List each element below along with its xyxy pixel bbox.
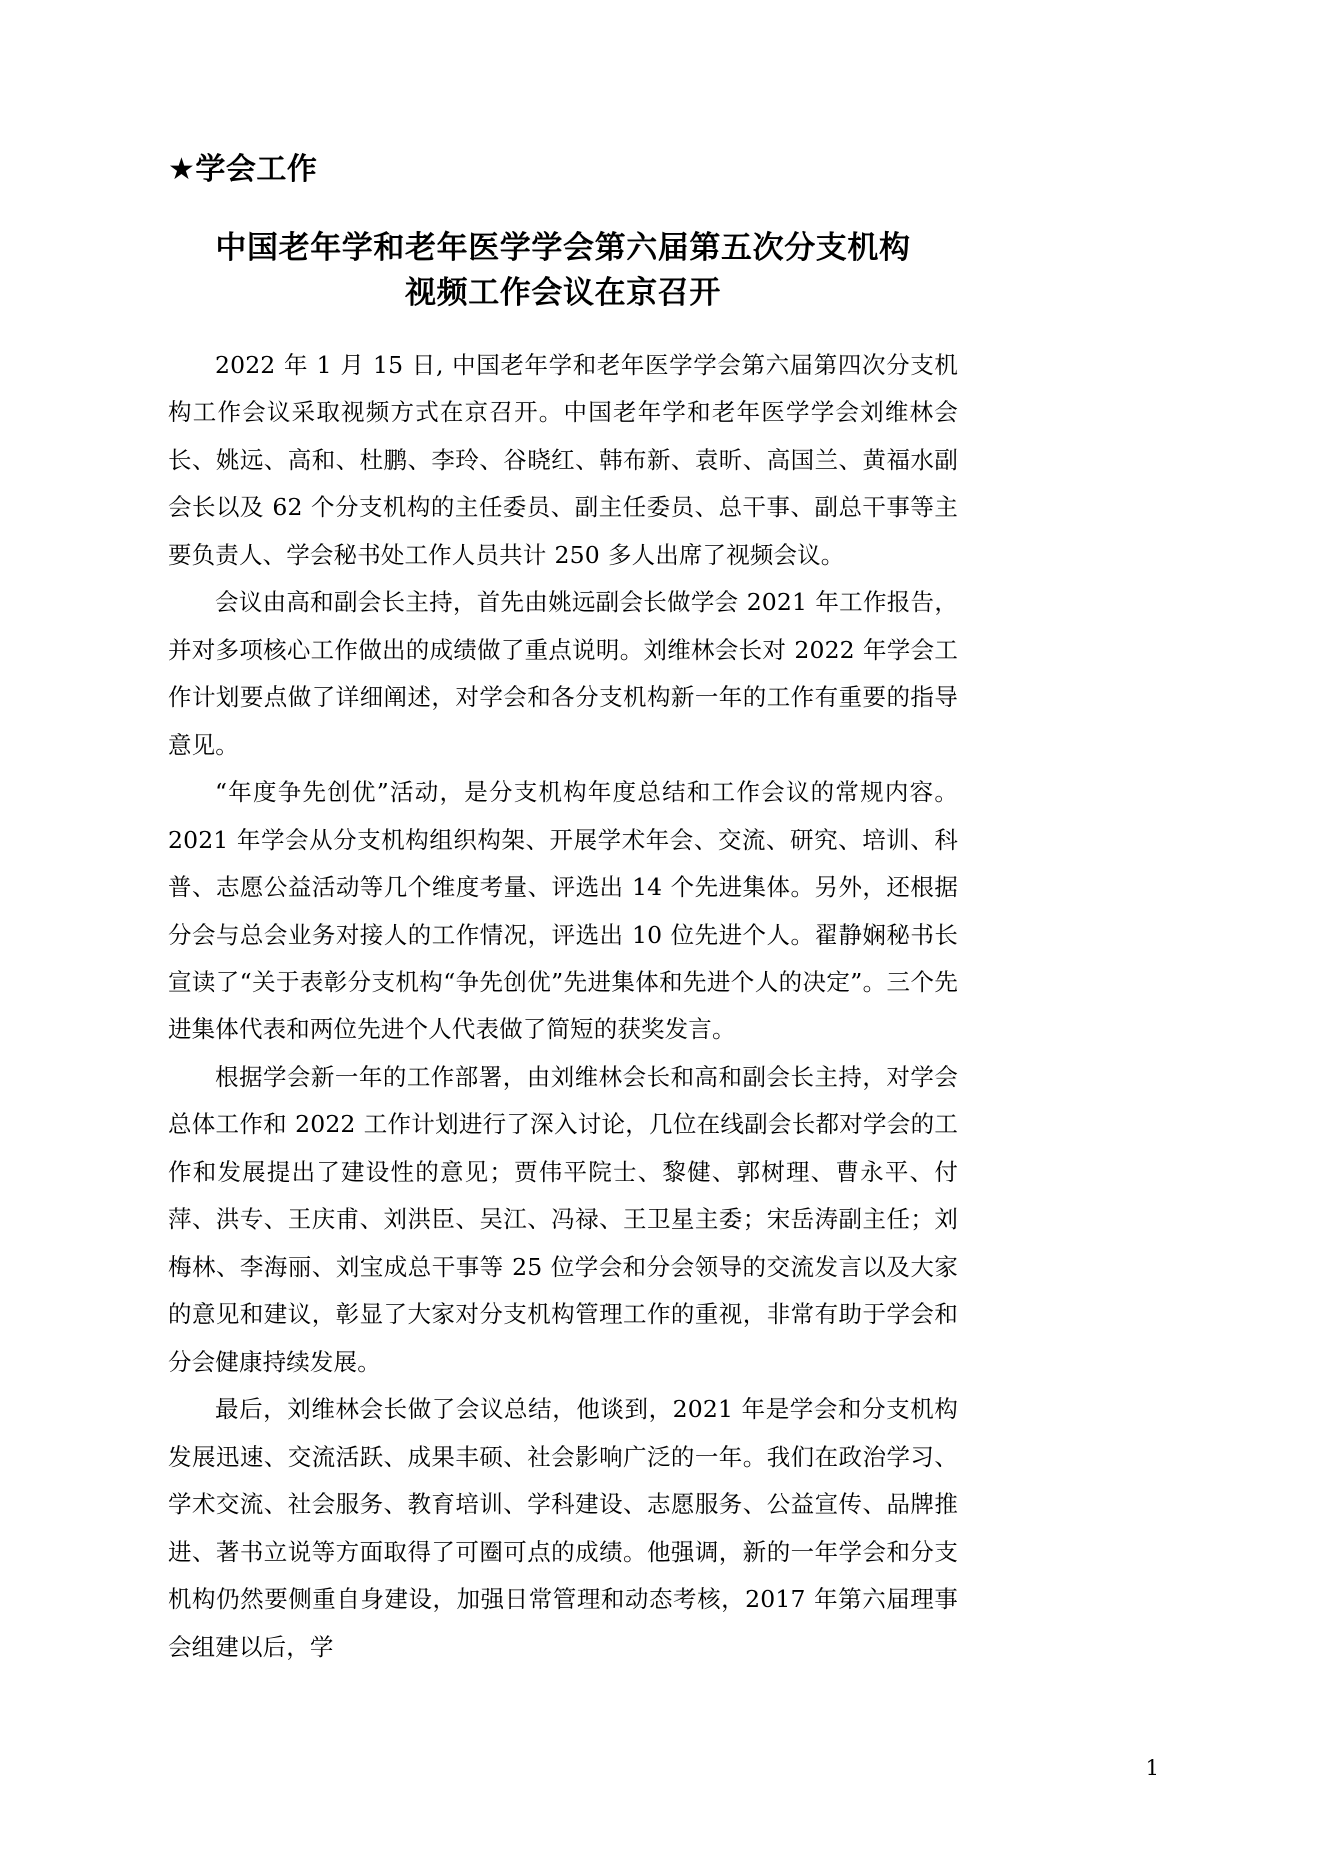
page-title-line-2: 视频工作会议在京召开 xyxy=(405,274,721,311)
body-text xyxy=(168,316,958,1671)
paragraph: “年度争先创优”活动，是分支机构年度总结和工作会议的常规内容。2021 年学会从分支机构组织构架、开展学术年会、交流、研究、培训、科普、志愿公益活动等几个维度考量、评选出 14 个先进集体。另外，还根据分会与总会业务对接人的工作情况，评选出 10 位先进个人。翟静娴秘书长宣读了“关于表彰分支机构“争先创优”先进集体和先进个人的决定”。三个先进集体代表和两位先进个人代表做了简短的获奖发言。 xyxy=(168,778,958,1044)
page-title xyxy=(168,188,958,316)
page-title-line-1: 中国老年学和老年医学学会第六届第五次分支机构 xyxy=(215,230,911,266)
paragraph: 根据学会新一年的工作部署，由刘维林会长和高和副会长主持，对学会总体工作和 2022 工作计划进行了深入讨论，几位在线副会长都对学会的工作和发展提出了建设性的意见；贾伟平院士、黎健、郭树理、曹永平、付萍、洪专、王庆甫、刘洪臣、吴江、冯禄、王卫星主委；宋岳涛副主任；刘梅林、李海丽、刘宝成总干事等 25 位学会和分会领导的交流发言以及大家的意见和建议，彰显了大家对分支机构管理工作的重视，非常有助于学会和分会健康持续发展。 xyxy=(168,1062,958,1376)
section-header: ★学会工作 xyxy=(168,152,318,187)
page-content xyxy=(168,0,958,1671)
paragraph: 最后，刘维林会长做了会议总结，他谈到，2021 年是学会和分支机构发展迅速、交流活跃、成果丰硕、社会影响广泛的一年。我们在政治学习、学术交流、社会服务、教育培训、学科建设、志愿服务、公益宣传、品牌推进、著书立说等方面取得了可圈可点的成绩。他强调，新的一年学会和分支机构仍然要侧重自身建设，加强日常管理和动态考核，2017 年第六届理事会组建以后，学 xyxy=(168,1395,958,1661)
page-number: 1 xyxy=(1145,1756,1159,1780)
paragraph: 会议由高和副会长主持，首先由姚远副会长做学会 2021 年工作报告，并对多项核心工作做出的成绩做了重点说明。刘维林会长对 2022 年学会工作计划要点做了详细阐述，对学会和各分支机构新一年的工作有重要的指导意见。 xyxy=(168,588,958,759)
paragraph: 2022 年 1 月 15 日, 中国老年学和老年医学学会第六届第四次分支机构工作会议采取视频方式在京召开。中国老年学和老年医学学会刘维林会长、姚远、高和、杜鹏、李玲、谷晓红、韩布新、袁昕、高国兰、黄福水副会长以及 62 个分支机构的主任委员、副主任委员、总干事、副总干事等主要负责人、学会秘书处工作人员共计 250 多人出席了视频会议。 xyxy=(168,350,958,569)
